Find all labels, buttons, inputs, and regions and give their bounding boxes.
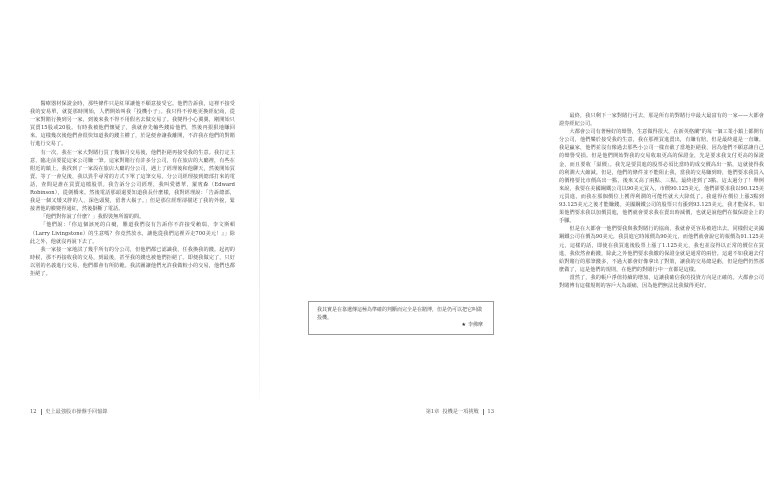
paragraph: 但是在大都會一他們要我與我對賭行的協商，我就會更容易被趕出去。同樣假定美國鋼鐵公司在價為90美元，我買進它時報價為90美元，而他們就會說它的報價為91.125美元，這樣的話，即使在我買進後股票上漲了1.125美元，我也並沒得以正常的價位在買進，我依然會虧錢，除此之外他們要求我繳的保證金就是通常的兩倍。這還不如我過去付給對賭行的那筆錢多，不過大都會好像拿出了對策，讓我的交易總是虧，但是他們仍然那麼做了，這是他們的規則，在他們的對賭行中一直都是這樣。 — [559, 226, 764, 273]
paragraph: 大都會公司有著極好的聲譽，生意做得很大，在新英格蘭"的每一個工業小鎮上都開有分公司，他們樂於接受我的生意，我在那裡買進賣出，有賺有賠，但是最終還是一直賺。我是贏家，他們並沒有像過去那些小公司一樣直截了當地拒絕我，因為他們不願意讓自己的聲譽受損。但是他們開始對我的交易收取更高的保證金，先是要求我支付更高的保證金，而且要收「溢價」。我先是要買進的股票必須比當時的成交價高出一點，這就使得我的利潤大大縮減。但是，他們的條件並不能阻止我，當我的交易賺到時，他們要求我買入的價格要比市價高出一點，後來又高了兩點、三點。最終達到了3點。這太過分了！舉例來說，我要在美國鋼鐵公司以90美元買入，市價90.125美元，他們卻要求我以90.125美元買進，而我在那個價位上獲得利潤的可能性就大大降低了。我還得在價位上漲3點到93.125美元之後才能賺錢。美國鋼鐵公司的股票只有漲到93.125美元，我才能保本。如果他們要求我以加價買進，他們就會要求我在賣出時減價，也就是說他們在做保證金上的手腳。 — [559, 129, 764, 225]
running-head-book-title: 史上最強股市操盤手回憶錄 — [45, 409, 108, 415]
paragraph: 最終，我只剩下一家對賭行可去，那是所有的對賭行中最大最富有的一家——大都會證券經紀公司。 — [559, 113, 764, 128]
left-page-body — [30, 100, 235, 278]
pull-quote-attribution — [462, 322, 484, 330]
paragraph: 當然了，我的帳戶淨值持續的增加，這讓我確信我的投資方向是正確的。大都會公司對賭博有這樣規則的客戶大為頭痛，因為他們無法比我做得更好。 — [559, 274, 764, 289]
pull-quote-text: 我其實是在靠遺傳這極為準確的判斷而完全是在賭博，但是仍可以把它叫做投機。 — [317, 307, 483, 321]
paragraph: 「他們對你說了什麼？」我假裝無所謂的問。 — [40, 214, 145, 221]
right-page-body — [559, 112, 764, 290]
paragraph: 醫療器材保證金時，那些條件只是紅軍讓他不願意接受它。他們告訴我，這裡不接受我的安易單，就從那時開始，人們開始叫我「投機小子」。我只得不停地更換經紀商，從一家對賭行換到另一家，到後來我不得不用假名去做交易了。我變得小心翼翼，剛開始只買賣15股或20股。有時我被他們懷疑了，我就會先輸些錢給他們，然後再狠狠地賺回來。這樣幾次後他們會很快知道我的錢主權了，於是便會讓我離開，不許我在他們的對賭行進行交易了。 — [30, 101, 235, 148]
paragraph: 我一家接一家地試了幾乎所有的分公司，但他們都已認識我，任我換我的錢。起初的時候，那不再接收我的交易，到最後，甚至我的錢也被他們拒絕了。即便我做完了，只好以別的名義進行交易，他們都會有所防範。我試圖讓他們允許我做較小的交易，他們也都拒絕了。 — [30, 246, 235, 277]
left-page — [0, 0, 260, 500]
pull-quote-box — [308, 301, 494, 335]
left-page-footer — [30, 408, 108, 415]
running-head-chapter-title: 投機是一項挑戰 — [442, 409, 479, 415]
page-number: 13 — [487, 408, 494, 415]
right-page-footer — [426, 408, 494, 415]
footer-divider — [483, 409, 484, 415]
paragraph: 「他們說：『你這個該死的白癡，難道我們沒有告訴你不許接受賴瑞，李文斯頓（Larry Livingstone）的生意嗎？你竟然放水，讓他從我們這裡弄走700美元！』」除此之外，他就沒再說下去了。 — [30, 222, 235, 245]
star-icon: ★ — [461, 322, 466, 329]
page-number: 12 — [30, 408, 37, 415]
paragraph: 有一次，我在一家大對賭行買了幾個月交易後，他們拒絕再接受我的生意。我打定主意，臨走前要從這家公司賺一筆。這家對賭行有許多分公司，有在旅店的大廳裡，有些在附近的鎮上，我找到了一家設在旅店大廳的分公司，遇上了經理後和他聊天，然後開始買賣。等了一會兒後，我以異乎尋常的方式下單了這筆交易。分公司經理接到總部打來的電話，查問是誰在買賣這檔股票。我告訴分公司經理，我叫愛德華，羅賓森（Edward Robinson），從劍橋來。然後電話那頭還要知道我長什麼樣，我對經理說：「告訴總部，我是一個又矮又胖的人，深色頭髮，留著大鬍子。」但是那位經理卻描述了我的外貌，緊接著他的臉變得通紅，然後掛斷了電話。 — [30, 149, 235, 213]
pull-quote-author: 李佛摩 — [467, 322, 483, 329]
footer-divider — [41, 409, 42, 415]
running-head-chapter: 第1章 — [425, 409, 440, 415]
right-page — [260, 0, 764, 500]
